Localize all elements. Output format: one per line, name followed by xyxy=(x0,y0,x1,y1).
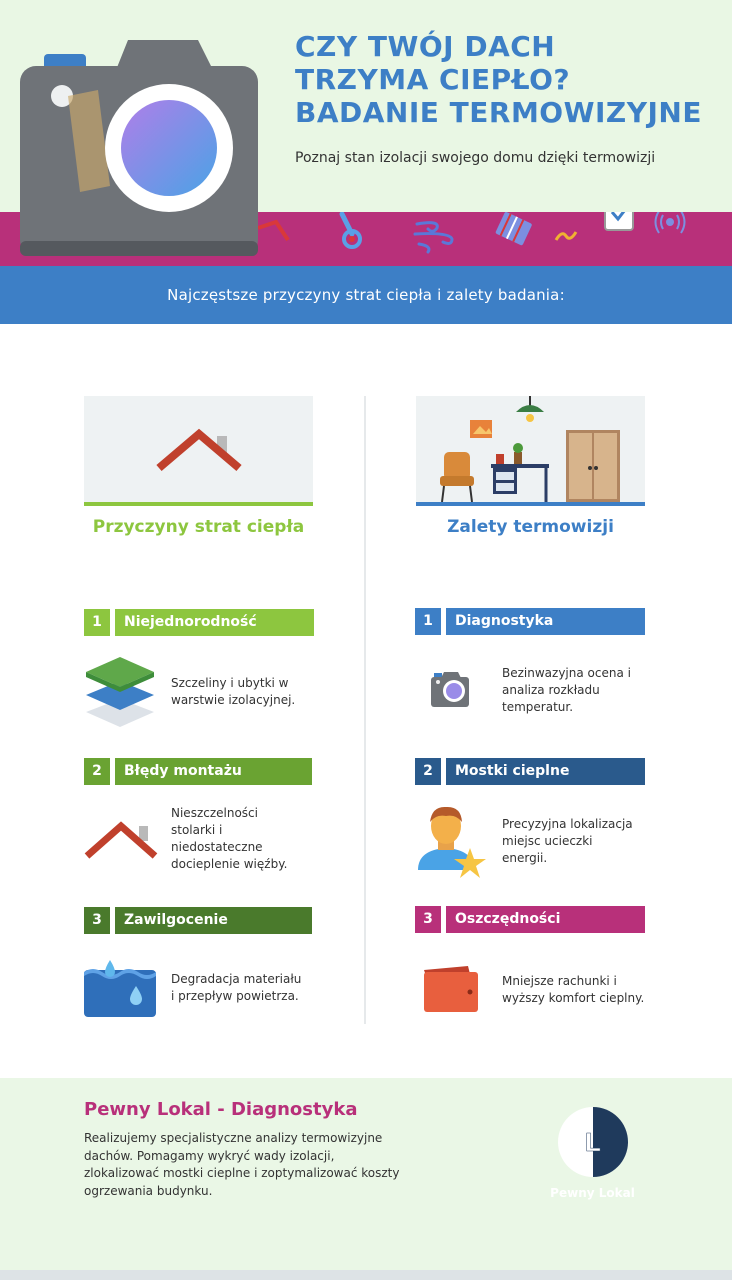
footer-text-line-1: Realizujemy specjalistyczne analizy termowizyjne xyxy=(84,1131,383,1145)
cause-desc-3-line-2: i przepływ powietrza. xyxy=(171,989,299,1003)
cause-label-3: Zawilgocenie xyxy=(115,907,312,934)
expert-icon xyxy=(416,804,488,884)
title-line-1: CZY TWÓJ DACH xyxy=(295,30,556,63)
cause-desc-3-line-1: Degradacja materiału xyxy=(171,972,302,986)
cause-number-2: 2 xyxy=(84,758,110,785)
roof-icon xyxy=(84,816,158,866)
cause-header-3 xyxy=(84,907,312,934)
clipboard-icon xyxy=(605,212,633,230)
footer-text-line-4: ogrzewania budynku. xyxy=(84,1183,213,1198)
benefit-desc-1-line-2: analiza rozkładu xyxy=(502,683,600,697)
benefit-number-3: 3 xyxy=(415,906,441,933)
cause-label-2: Błędy montażu xyxy=(115,758,312,785)
benefit-desc-2-line-1: Precyzyjna lokalizacja xyxy=(502,817,633,831)
cause-desc-2-line-1: Nieszczelności xyxy=(171,806,258,820)
cause-desc-2-line-4: docieplenie więźby. xyxy=(171,857,288,871)
wind-icon xyxy=(415,223,452,252)
cause-header-2 xyxy=(84,758,312,785)
cause-desc-2-line-3: niedostateczne xyxy=(171,840,263,854)
page-subtitle: Poznaj stan izolacji swojego domu dzięki termowizji xyxy=(295,150,656,166)
water-icon xyxy=(84,960,156,1022)
footer-title: Pewny Lokal - Diagnostyka xyxy=(84,1099,358,1120)
cause-number-1: 1 xyxy=(84,609,110,636)
interior-illustration xyxy=(416,396,645,506)
benefit-desc-1 xyxy=(502,665,631,716)
roof-illustration xyxy=(84,396,313,506)
cause-desc-3 xyxy=(171,971,301,1005)
benefits-heading: Zalety termowizji xyxy=(447,517,614,537)
bottom-bar xyxy=(0,1270,732,1280)
causes-heading: Przyczyny strat ciepła xyxy=(92,517,305,537)
benefit-header-1 xyxy=(415,608,645,635)
benefit-header-3 xyxy=(415,906,645,933)
benefit-label-3: Oszczędności xyxy=(446,906,645,933)
camera-icon xyxy=(18,36,263,264)
benefit-desc-3-line-2: wyższy komfort cieplny. xyxy=(502,991,645,1005)
cause-label-1: Niejednorodność xyxy=(115,609,314,636)
cause-desc-1 xyxy=(171,675,295,709)
benefit-header-2 xyxy=(415,758,645,785)
benefit-desc-2-line-2: miejsc ucieczki xyxy=(502,834,593,848)
benefit-label-2: Mostki cieplne xyxy=(446,758,645,785)
benefit-number-1: 1 xyxy=(415,608,441,635)
footer-text-line-3: zlokalizować mostki cieplne i zoptymalizować koszty xyxy=(84,1166,400,1180)
logo-letter: L xyxy=(585,1127,601,1157)
benefit-number-2: 2 xyxy=(415,758,441,785)
benefit-desc-1-line-3: temperatur. xyxy=(502,700,574,714)
title-line-3: BADANIE TERMOWIZYJNE xyxy=(295,96,702,129)
wallet-icon xyxy=(422,964,480,1018)
benefit-label-1: Diagnostyka xyxy=(446,608,645,635)
camera-small-icon xyxy=(430,671,470,713)
page-title xyxy=(295,30,725,129)
cause-number-3: 3 xyxy=(84,907,110,934)
radiator-icon xyxy=(495,212,532,246)
benefit-desc-1-line-1: Bezinwazyjna ocena i xyxy=(502,666,631,680)
benefit-desc-3-line-1: Mniejsze rachunki i xyxy=(502,974,617,988)
layers-icon xyxy=(84,655,156,733)
column-divider xyxy=(364,396,366,1024)
benefit-desc-2-line-3: energii. xyxy=(502,851,548,865)
cause-desc-2-line-2: stolarki i xyxy=(171,823,223,837)
company-logo xyxy=(556,1105,630,1183)
logo-name: Pewny Lokal xyxy=(550,1186,635,1200)
thermometer-icon xyxy=(342,214,360,247)
footer-text xyxy=(84,1130,424,1200)
squiggle-icon xyxy=(556,232,576,240)
cause-desc-1-line-2: warstwie izolacyjnej. xyxy=(171,693,296,707)
footer-text-line-2: dachów. Pomagamy wykryć wady izolacji, xyxy=(84,1148,335,1163)
signal-icon xyxy=(656,212,685,233)
benefit-desc-2 xyxy=(502,816,633,867)
title-line-2: TRZYMA CIEPŁO? xyxy=(295,63,571,96)
cause-desc-1-line-1: Szczeliny i ubytki w xyxy=(171,676,289,690)
causes-banner: Najczęstsze przyczyny strat ciepła i zalety badania: xyxy=(0,266,732,324)
cause-desc-2 xyxy=(171,805,287,873)
cause-header-1 xyxy=(84,609,314,636)
benefit-desc-3 xyxy=(502,973,644,1007)
